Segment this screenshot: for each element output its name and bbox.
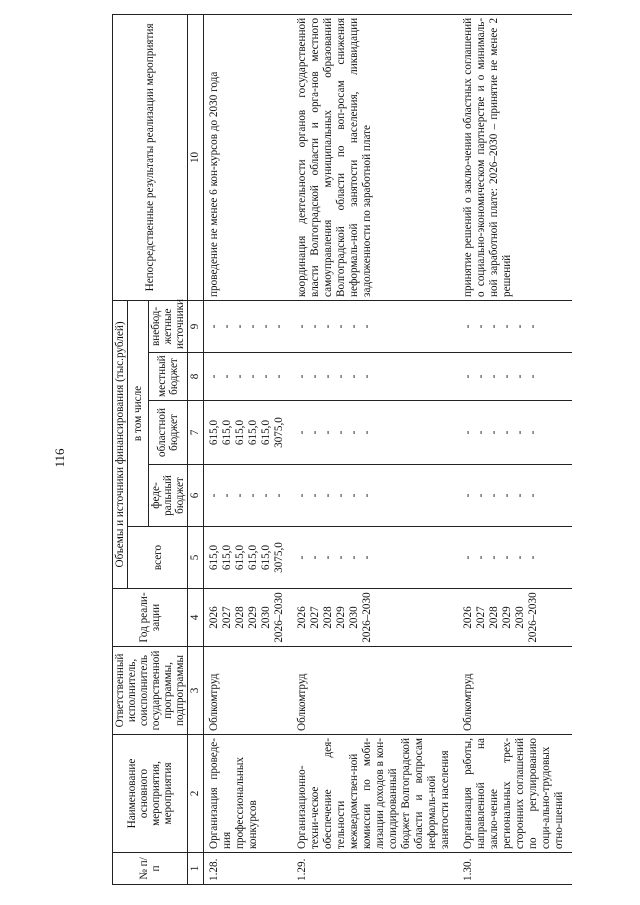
amount-value: - xyxy=(335,493,347,498)
result-text: координация деятельности органов государственной власти Волгоградской области и орга-нов местного самоуправления муниципальных образований Волгоградской области по воп-росам снижения неформаль-ной занятости населения, ликвидации задолженности по заработной плате xyxy=(292,14,458,300)
cell-regional xyxy=(458,401,572,465)
header-total: всего xyxy=(128,527,188,589)
amount-value: - xyxy=(322,324,334,329)
amount-value: - xyxy=(322,493,334,498)
amount-value: - xyxy=(309,430,321,435)
header-regional: областной бюджет xyxy=(149,401,188,465)
amount-value: - xyxy=(208,324,220,329)
year-value: 2030 xyxy=(260,606,272,629)
amount-value: - xyxy=(501,324,513,329)
amount-value: - xyxy=(296,555,308,560)
amount-value: - xyxy=(462,324,474,329)
cell-federal xyxy=(292,465,458,527)
amount-value: - xyxy=(309,374,321,379)
amount-value: - xyxy=(234,324,246,329)
header-year: Год реали-зации xyxy=(113,589,188,647)
amount-value: - xyxy=(234,374,246,379)
amount-value: 615,0 xyxy=(247,419,259,446)
cell-total xyxy=(458,527,572,589)
col-number: 9 xyxy=(188,300,204,352)
row-number: 1.30. xyxy=(458,853,572,885)
amount-value: - xyxy=(273,374,285,379)
amount-value: - xyxy=(527,374,539,379)
amount-value: - xyxy=(273,493,285,498)
page-number: 116 xyxy=(52,448,67,468)
amount-value: - xyxy=(462,374,474,379)
amount-value: - xyxy=(348,493,360,498)
amount-value: - xyxy=(475,555,487,560)
col-number: 3 xyxy=(188,647,204,735)
year-value: 2029 xyxy=(247,606,259,629)
col-number: 6 xyxy=(188,465,204,527)
amount-value: - xyxy=(462,430,474,435)
cell-total xyxy=(204,527,293,589)
cell-years xyxy=(292,589,458,647)
year-value: 2026 xyxy=(462,606,474,629)
amount-value: - xyxy=(361,324,373,329)
amount-value: - xyxy=(322,555,334,560)
amount-value: - xyxy=(527,324,539,329)
header-federal: феде-ральный бюджет xyxy=(149,465,188,527)
cell-total xyxy=(292,527,458,589)
cell-local xyxy=(292,353,458,401)
amount-value: - xyxy=(296,374,308,379)
rotated-table-page xyxy=(112,15,592,885)
amount-value: - xyxy=(501,555,513,560)
amount-value: - xyxy=(335,324,347,329)
cell-regional xyxy=(204,401,293,465)
header-result: Непосредственные результаты реализации мероприятия xyxy=(113,14,188,300)
amount-value: 615,0 xyxy=(208,544,220,571)
executor: Облкомтруд xyxy=(458,647,572,735)
amount-value: - xyxy=(296,324,308,329)
header-name: Наименование основного мероприятия, мероприятия xyxy=(113,735,188,853)
amount-value: - xyxy=(514,324,526,329)
year-value: 2027 xyxy=(309,606,321,629)
cell-offbudget xyxy=(458,300,572,352)
amount-value: - xyxy=(475,374,487,379)
amount-value: - xyxy=(309,493,321,498)
year-value: 2029 xyxy=(501,606,513,629)
amount-value: - xyxy=(348,430,360,435)
cell-years xyxy=(458,589,572,647)
amount-value: - xyxy=(348,324,360,329)
amount-value: - xyxy=(322,430,334,435)
amount-value: - xyxy=(221,324,233,329)
amount-value: - xyxy=(488,374,500,379)
amount-value: - xyxy=(514,555,526,560)
amount-value: - xyxy=(514,374,526,379)
amount-value: - xyxy=(309,324,321,329)
year-value: 2028 xyxy=(322,606,334,629)
row-number: 1.28. xyxy=(204,853,293,885)
header-offbudget: внебюд-жетные источники xyxy=(149,300,188,352)
amount-value: - xyxy=(296,430,308,435)
year-value: 2027 xyxy=(221,606,233,629)
year-value: 2026–2030 xyxy=(527,592,539,643)
amount-value: - xyxy=(514,493,526,498)
amount-value: - xyxy=(462,493,474,498)
amount-value: - xyxy=(221,374,233,379)
amount-value: 615,0 xyxy=(221,419,233,446)
year-value: 2026–2030 xyxy=(273,592,285,643)
amount-value: - xyxy=(361,374,373,379)
header-including: в том числе xyxy=(128,300,149,526)
amount-value: - xyxy=(361,555,373,560)
amount-value: 3075,0 xyxy=(273,542,285,573)
amount-value: - xyxy=(260,324,272,329)
measure-name: Организация работы, направленной на заклю-чение региональных трех-сторонних соглашений по регулированию соци-ально-трудовых отно-шений xyxy=(458,735,572,853)
year-value: 2026–2030 xyxy=(361,592,373,643)
amount-value: - xyxy=(335,555,347,560)
col-number: 2 xyxy=(188,735,204,853)
amount-value: - xyxy=(361,493,373,498)
header-local: местный бюджет xyxy=(149,353,188,401)
amount-value: 3075,0 xyxy=(273,417,285,448)
amount-value: - xyxy=(361,430,373,435)
amount-value: - xyxy=(322,374,334,379)
measure-name: Организационно-техни-ческое обеспечение дея-тельности межведомствен-ной комиссии по моби-лизации доходов в кон-солидированный бюджет Волгоградской области и вопросам неформаль-ной занятости населения xyxy=(292,735,458,853)
cell-offbudget xyxy=(204,300,293,352)
amount-value: 615,0 xyxy=(234,544,246,571)
cell-regional xyxy=(292,401,458,465)
amount-value: - xyxy=(488,493,500,498)
amount-value: - xyxy=(475,430,487,435)
executor: Облкомтруд xyxy=(292,647,458,735)
col-number: 1 xyxy=(188,853,204,885)
cell-local xyxy=(204,353,293,401)
amount-value: - xyxy=(514,430,526,435)
col-number: 7 xyxy=(188,401,204,465)
cell-offbudget xyxy=(292,300,458,352)
amount-value: - xyxy=(260,374,272,379)
table-row xyxy=(204,14,293,884)
cell-federal xyxy=(458,465,572,527)
measure-name: Организация проведе-ния профессиональных конкурсов xyxy=(204,735,293,853)
amount-value: 615,0 xyxy=(260,419,272,446)
amount-value: - xyxy=(273,324,285,329)
table-row xyxy=(292,14,458,884)
amount-value: - xyxy=(501,430,513,435)
executor: Облкомтруд xyxy=(204,647,293,735)
amount-value: 615,0 xyxy=(247,544,259,571)
amount-value: - xyxy=(221,493,233,498)
amount-value: - xyxy=(527,493,539,498)
amount-value: - xyxy=(309,555,321,560)
amount-value: - xyxy=(335,374,347,379)
amount-value: - xyxy=(527,555,539,560)
amount-value: - xyxy=(296,493,308,498)
col-number: 5 xyxy=(188,527,204,589)
amount-value: 615,0 xyxy=(234,419,246,446)
amount-value: 615,0 xyxy=(260,544,272,571)
year-value: 2030 xyxy=(348,606,360,629)
row-number: 1.29. xyxy=(292,853,458,885)
table-body xyxy=(204,14,573,884)
amount-value: - xyxy=(475,324,487,329)
year-value: 2029 xyxy=(335,606,347,629)
header-no: № п/п xyxy=(113,853,188,885)
year-value: 2028 xyxy=(234,606,246,629)
amount-value: - xyxy=(488,324,500,329)
amount-value: - xyxy=(348,374,360,379)
cell-years xyxy=(204,589,293,647)
amount-value: - xyxy=(208,493,220,498)
amount-value: - xyxy=(348,555,360,560)
amount-value: 615,0 xyxy=(208,419,220,446)
year-value: 2026 xyxy=(296,606,308,629)
header-finance: Объемы и источники финансирования (тыс.рублей) xyxy=(113,300,128,588)
header-executor: Ответственный исполнитель, соисполнитель государственной программы, подпрограммы xyxy=(113,647,188,735)
col-number: 8 xyxy=(188,353,204,401)
year-value: 2030 xyxy=(514,606,526,629)
cell-local xyxy=(458,353,572,401)
amount-value: - xyxy=(260,493,272,498)
amount-value: - xyxy=(247,374,259,379)
amount-value: - xyxy=(462,555,474,560)
amount-value: - xyxy=(335,430,347,435)
col-number: 10 xyxy=(188,14,204,300)
cell-federal xyxy=(204,465,293,527)
amount-value: - xyxy=(501,374,513,379)
result-text: принятие решений о заклю-чении областных соглашений о социально-экономическом партнерстве и о минималь-ной заработной плате: 2026–2030 – принятие не менее 2 решений xyxy=(458,14,572,300)
finance-table xyxy=(112,14,572,885)
amount-value: 615,0 xyxy=(221,544,233,571)
amount-value: - xyxy=(527,430,539,435)
amount-value: - xyxy=(247,493,259,498)
result-text: проведение не менее 6 кон-курсов до 2030 года xyxy=(204,14,293,300)
year-value: 2026 xyxy=(208,606,220,629)
year-value: 2028 xyxy=(488,606,500,629)
col-number: 4 xyxy=(188,589,204,647)
amount-value: - xyxy=(488,430,500,435)
year-value: 2027 xyxy=(475,606,487,629)
amount-value: - xyxy=(234,493,246,498)
table-row xyxy=(458,14,572,884)
amount-value: - xyxy=(475,493,487,498)
amount-value: - xyxy=(208,374,220,379)
amount-value: - xyxy=(501,493,513,498)
amount-value: - xyxy=(488,555,500,560)
amount-value: - xyxy=(247,324,259,329)
